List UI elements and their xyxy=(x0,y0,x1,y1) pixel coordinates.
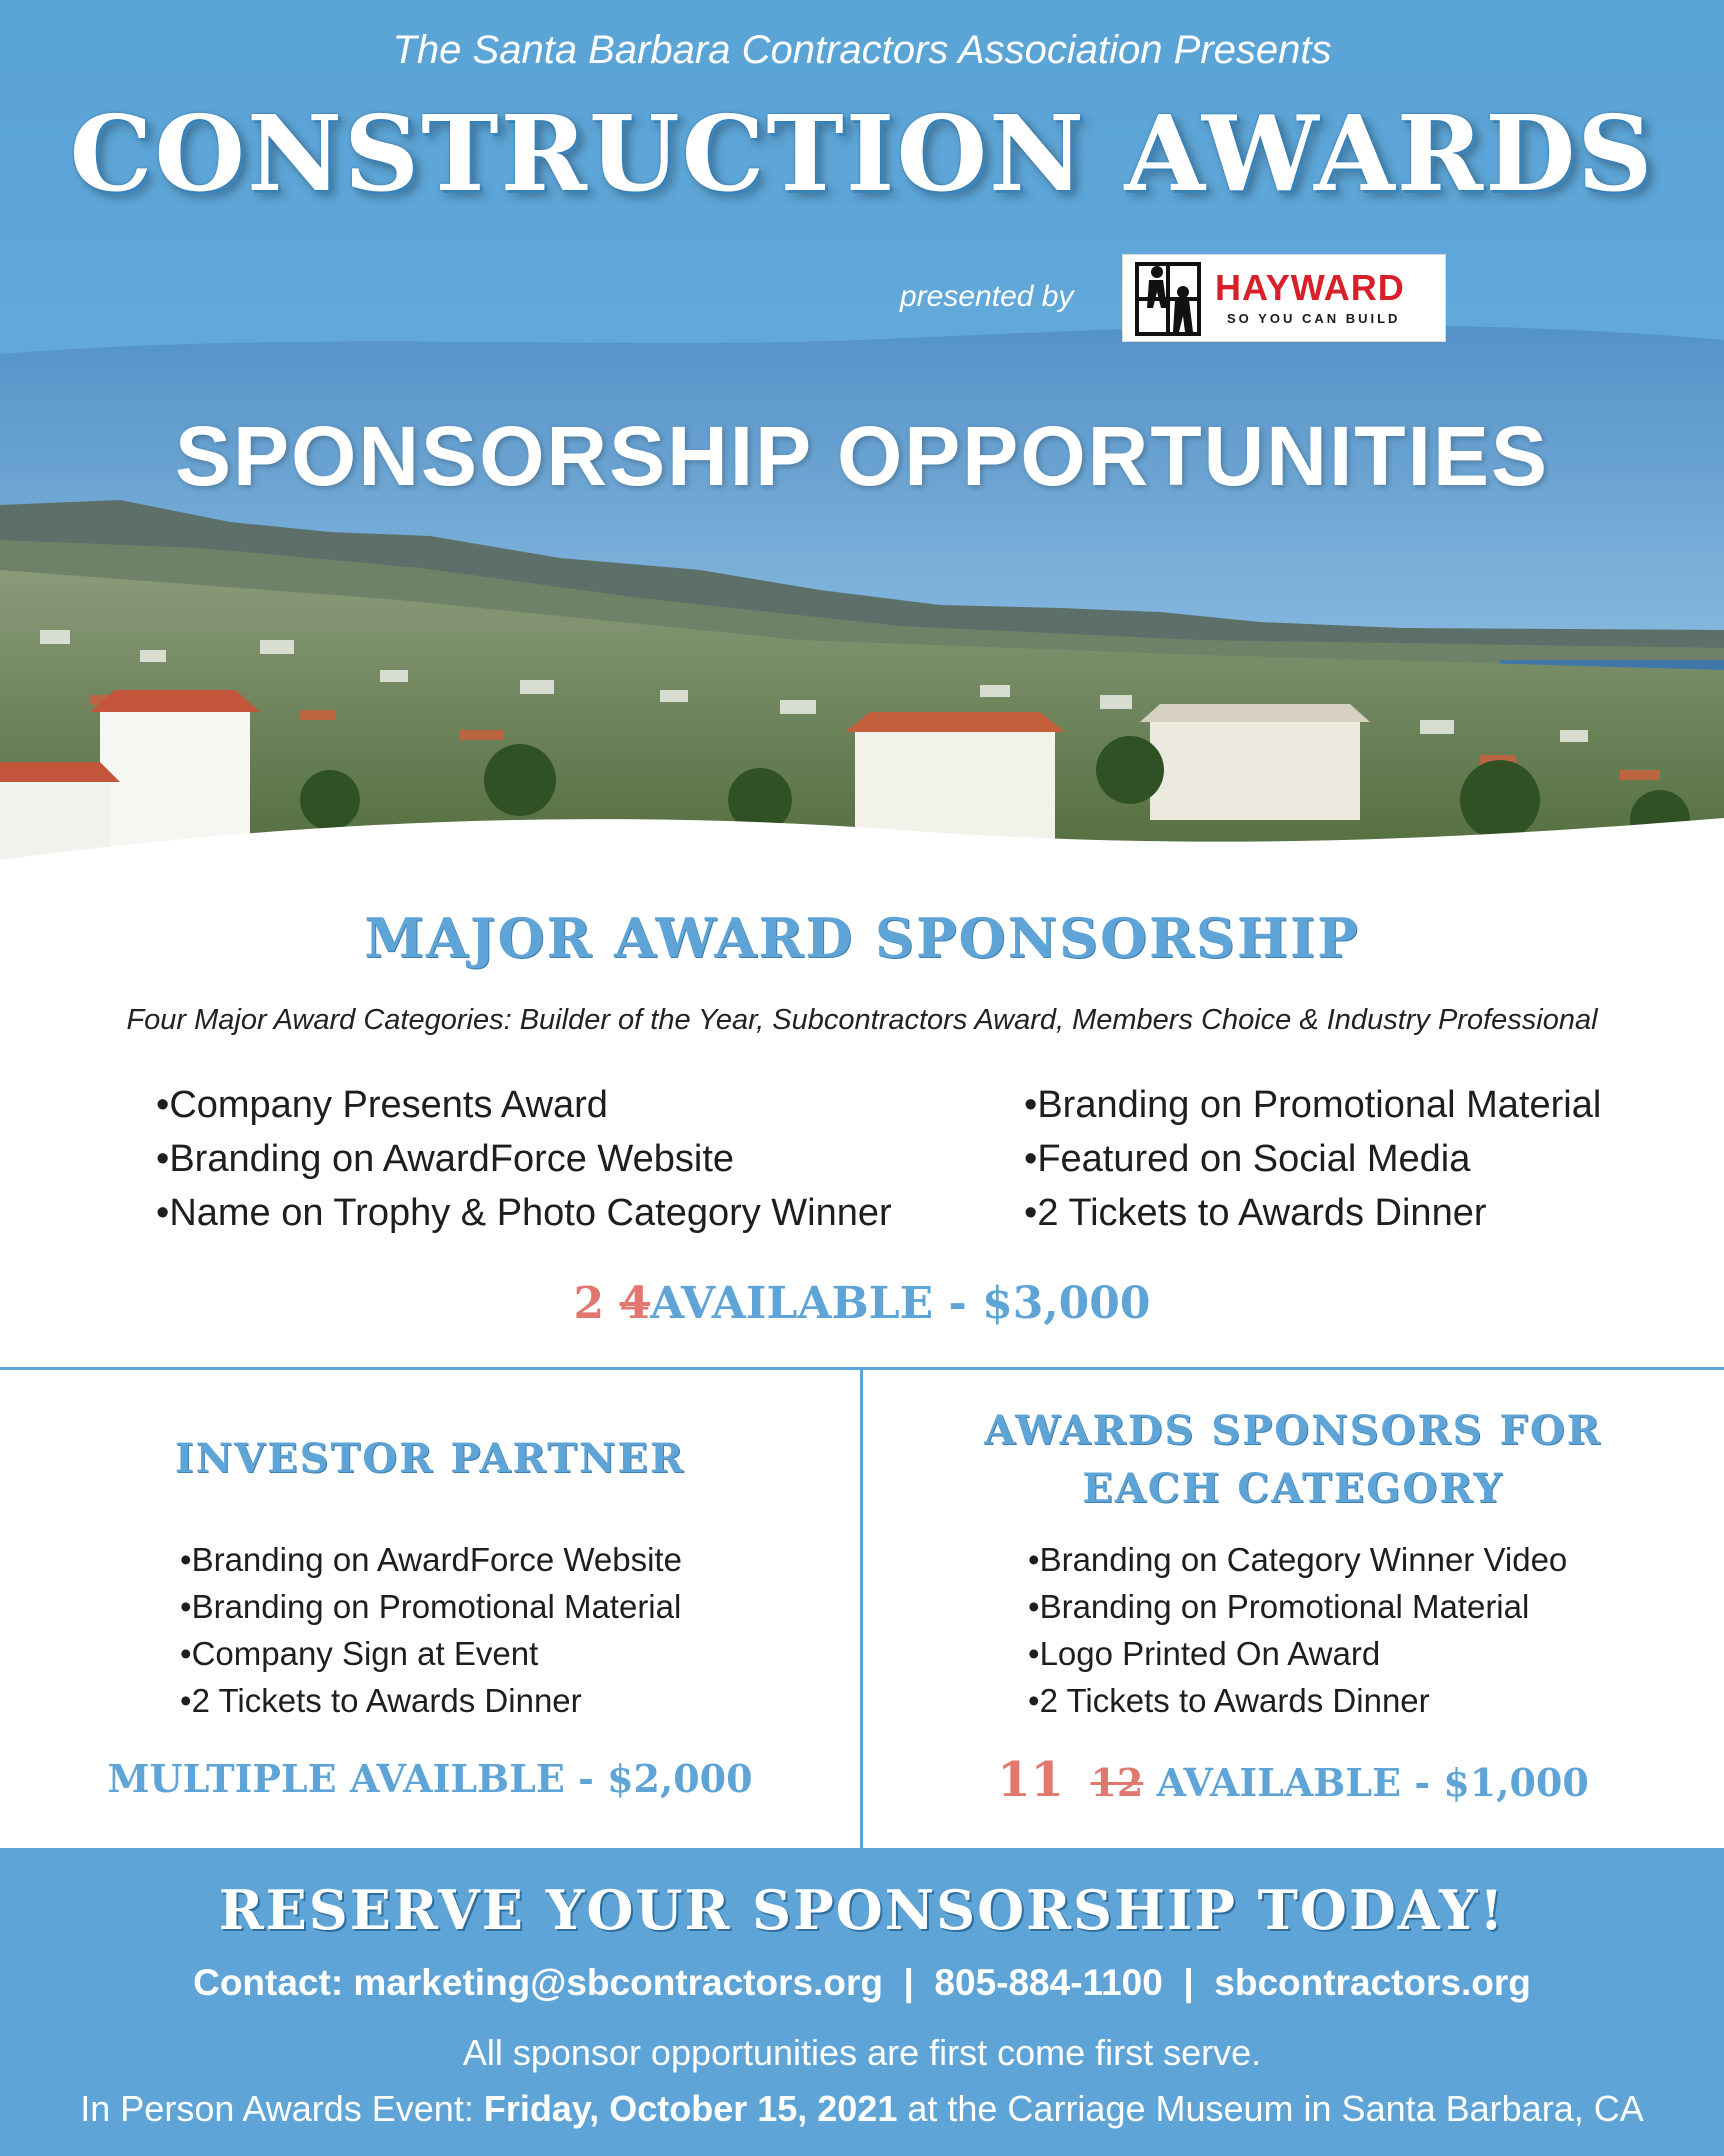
major-availability xyxy=(0,1278,1724,1329)
list-item: • 2 Tickets to Awards Dinner xyxy=(180,1677,682,1724)
major-benefits-left xyxy=(156,1078,892,1240)
logo-tagline: SO YOU CAN BUILD xyxy=(1227,311,1401,326)
list-item: • Branding on Promotional Material xyxy=(1028,1583,1567,1630)
investor-benefits xyxy=(180,1536,682,1724)
category-title-line-1: AWARDS SPONSORS FOR xyxy=(984,1407,1602,1454)
event-details xyxy=(0,2088,1724,2130)
list-item: • Branding on Promotional Material xyxy=(1024,1078,1601,1132)
list-item: • 2 Tickets to Awards Dinner xyxy=(1024,1186,1601,1240)
investor-availability: MULTIPLE AVAILBLE - $2,000 xyxy=(107,1756,753,1801)
category-availability xyxy=(862,1752,1724,1808)
category-available-count: 11 xyxy=(997,1752,1064,1808)
sponsorship-heading: SPONSORSHIP OPPORTUNITIES xyxy=(174,409,1550,503)
list-item: • Branding on Promotional Material xyxy=(180,1583,682,1630)
hayward-window-icon xyxy=(1127,256,1211,340)
event-location: at the Carriage Museum in Santa Barbara, CA xyxy=(897,2088,1644,2129)
event-date: Friday, October 15, 2021 xyxy=(483,2088,898,2129)
list-item: • 2 Tickets to Awards Dinner xyxy=(1028,1677,1567,1724)
hayward-logo xyxy=(1122,254,1446,342)
category-previous-count: 12 xyxy=(1090,1760,1144,1805)
list-item: • Name on Trophy & Photo Category Winner xyxy=(156,1186,892,1240)
category-sponsor-title xyxy=(862,1402,1724,1518)
presents-line: The Santa Barbara Contractors Association Presents xyxy=(392,28,1332,72)
list-item: • Featured on Social Media xyxy=(1024,1132,1601,1186)
reserve-heading: RESERVE YOUR SPONSORSHIP TODAY! xyxy=(218,1878,1506,1942)
list-item: • Branding on AwardForce Website xyxy=(156,1132,892,1186)
logo-brand: HAYWARD xyxy=(1215,267,1405,308)
category-title-line-2: EACH CATEGORY xyxy=(1082,1465,1504,1512)
investor-partner-title: INVESTOR PARTNER xyxy=(174,1435,686,1482)
santa-barbara-photo xyxy=(0,300,1724,880)
major-available-count: 2 xyxy=(573,1278,605,1329)
major-previous-count: 4 xyxy=(619,1278,651,1329)
major-benefits-right xyxy=(1024,1078,1601,1240)
list-item: • Branding on AwardForce Website xyxy=(180,1536,682,1583)
contact-line: Contact: marketing@sbcontractors.org | 805-884-1100 | sbcontractors.org xyxy=(193,1962,1531,2003)
list-item: • Branding on Category Winner Video xyxy=(1028,1536,1567,1583)
major-award-subtitle: Four Major Award Categories: Builder of the Year, Subcontractors Award, Members Choice & Industry Professional xyxy=(126,1004,1598,1036)
category-benefits xyxy=(1028,1536,1567,1724)
list-item: • Logo Printed On Award xyxy=(1028,1630,1567,1677)
major-price: AVAILABLE - $3,000 xyxy=(650,1278,1151,1329)
event-prefix: In Person Awards Event: xyxy=(80,2088,484,2129)
event-title: CONSTRUCTION AWARDS xyxy=(69,92,1655,215)
category-price: AVAILABLE - $1,000 xyxy=(1156,1760,1589,1805)
first-come-note: All sponsor opportunities are first come first serve. xyxy=(462,2032,1262,2073)
major-award-title: MAJOR AWARD SPONSORSHIP xyxy=(364,906,1360,970)
list-item: • Company Presents Award xyxy=(156,1078,892,1132)
presented-by-label: presented by xyxy=(900,280,1074,313)
list-item: • Company Sign at Event xyxy=(180,1630,682,1677)
